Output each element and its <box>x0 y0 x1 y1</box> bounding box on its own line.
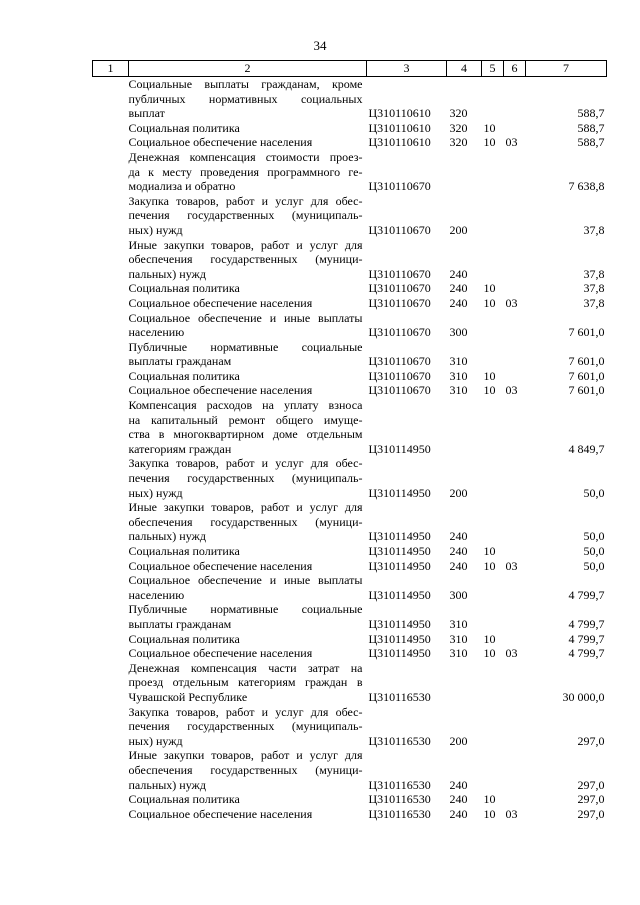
row-amount: 4 799,7 <box>568 587 605 602</box>
row-name-line: обеспечения государственных (муници- <box>128 252 363 267</box>
row-name <box>129 456 367 500</box>
row-section <box>482 311 504 340</box>
row-name-line: Публичные нормативные социальные <box>128 339 363 354</box>
row-target-code: Ц310110670 <box>368 383 431 398</box>
row-expense-type: 240 <box>449 544 468 558</box>
row-name <box>129 602 367 631</box>
row-target-code: Ц310116530 <box>368 806 431 821</box>
row-subsection <box>504 748 526 792</box>
row-expense-type <box>447 150 482 194</box>
row-target-code: Ц310110610 <box>368 120 431 135</box>
table-row <box>93 135 607 150</box>
column-header-7: 7 <box>526 61 607 77</box>
row-expense-type: 240 <box>449 806 468 821</box>
table-row <box>93 500 607 544</box>
row-subsection: 03 <box>505 558 518 573</box>
row-target-code: Ц310110670 <box>368 295 431 310</box>
row-target-code: Ц310114950 <box>368 544 431 558</box>
row-section: 10 <box>483 544 496 558</box>
row-expense-type: 240 <box>449 281 468 296</box>
row-target-code: Ц310114950 <box>368 529 431 544</box>
table-row <box>93 456 607 500</box>
row-subsection <box>504 500 526 544</box>
table-row <box>93 121 607 136</box>
row-name-line: выплаты гражданам <box>128 616 232 631</box>
column-header-2: 2 <box>129 61 367 77</box>
row-section: 10 <box>483 558 496 573</box>
row-subsection <box>504 705 526 749</box>
row-number-cell <box>93 281 129 296</box>
row-expense-type: 200 <box>449 222 468 237</box>
row-subsection <box>504 573 526 602</box>
row-number-cell <box>93 602 129 631</box>
row-subsection: 03 <box>505 383 518 398</box>
row-subsection <box>504 150 526 194</box>
row-expense-type: 320 <box>449 106 468 121</box>
row-amount: 37,8 <box>583 281 605 296</box>
row-section: 10 <box>483 135 496 150</box>
row-number-cell <box>93 340 129 369</box>
row-name-line: печения государственных (муниципаль- <box>128 208 363 223</box>
row-amount: 50,0 <box>583 544 605 558</box>
row-subsection: 03 <box>505 295 518 310</box>
row-name-line: Компенсация расходов на уплату взноса <box>128 398 363 413</box>
row-name-line: Социальное обеспечение населения <box>128 383 313 398</box>
row-expense-type: 240 <box>449 558 468 573</box>
row-name <box>129 573 367 602</box>
row-section <box>482 194 504 238</box>
row-subsection <box>504 369 526 384</box>
column-header-5: 5 <box>482 61 504 77</box>
column-header-1: 1 <box>93 61 129 77</box>
row-name <box>129 632 367 647</box>
table-row <box>93 792 607 807</box>
row-expense-type: 320 <box>449 120 468 135</box>
table-row <box>93 807 607 822</box>
table-row <box>93 77 607 121</box>
table-row <box>93 602 607 631</box>
row-name-line: Закупка товаров, работ и услуг для обес- <box>128 193 363 208</box>
row-amount: 50,0 <box>583 529 605 544</box>
row-target-code: Ц310114950 <box>368 441 431 456</box>
row-name <box>129 281 367 296</box>
row-section <box>482 705 504 749</box>
table-row <box>93 311 607 340</box>
row-expense-type: 310 <box>449 631 468 646</box>
row-amount: 4 799,7 <box>568 616 605 631</box>
row-section: 10 <box>483 383 496 398</box>
row-section <box>482 77 504 121</box>
row-name <box>129 77 367 121</box>
row-amount: 50,0 <box>583 558 605 573</box>
row-name-line: модиализа и обратно <box>128 179 236 194</box>
table-row <box>93 150 607 194</box>
table-body <box>93 77 607 822</box>
row-number-cell <box>93 238 129 282</box>
row-name-line: Социальная политика <box>128 368 240 383</box>
row-name <box>129 311 367 340</box>
row-name <box>129 150 367 194</box>
row-expense-type: 310 <box>449 646 468 661</box>
row-section <box>482 398 504 456</box>
row-number-cell <box>93 646 129 661</box>
row-number-cell <box>93 194 129 238</box>
table-row <box>93 296 607 311</box>
row-name <box>129 544 367 559</box>
row-section <box>482 661 504 705</box>
row-amount: 4 849,7 <box>568 441 605 456</box>
table-row <box>93 369 607 384</box>
row-subsection <box>504 121 526 136</box>
row-expense-type: 320 <box>449 135 468 150</box>
row-amount: 4 799,7 <box>568 631 605 646</box>
row-target-code: Ц310110670 <box>368 325 431 340</box>
row-number-cell <box>93 77 129 121</box>
row-expense-type <box>447 398 482 456</box>
row-number-cell <box>93 150 129 194</box>
table-row <box>93 544 607 559</box>
table-row <box>93 194 607 238</box>
row-amount: 588,7 <box>577 135 605 150</box>
row-name-line: Социальное обеспечение населения <box>128 295 313 310</box>
row-name <box>129 369 367 384</box>
row-name-line: печения государственных (муниципаль- <box>128 471 363 486</box>
row-name <box>129 646 367 661</box>
row-subsection <box>504 661 526 705</box>
row-amount: 588,7 <box>577 106 605 121</box>
row-target-code: Ц310114950 <box>368 558 431 573</box>
row-target-code: Ц310110670 <box>368 222 431 237</box>
row-name-line: Социальное обеспечение населения <box>128 558 313 573</box>
row-subsection <box>504 398 526 456</box>
row-name-line: Социальное обеспечение и иные выплаты <box>128 573 363 588</box>
row-number-cell <box>93 792 129 807</box>
table-row <box>93 632 607 647</box>
row-target-code: Ц310110670 <box>368 281 431 296</box>
row-section: 10 <box>483 120 496 135</box>
row-name <box>129 500 367 544</box>
row-target-code: Ц310110610 <box>368 106 431 121</box>
row-name-line: ства в многоквартирном доме отдельным <box>128 427 363 442</box>
table-row <box>93 573 607 602</box>
row-target-code: Ц310114950 <box>368 631 431 646</box>
row-expense-type: 310 <box>449 383 468 398</box>
table-row <box>93 383 607 398</box>
row-name-line: Иные закупки товаров, работ и услуг для <box>128 500 363 515</box>
row-section: 10 <box>483 631 496 646</box>
row-number-cell <box>93 573 129 602</box>
row-name-line: Чувашской Республике <box>128 689 248 704</box>
row-expense-type <box>447 661 482 705</box>
row-amount: 297,0 <box>577 792 605 807</box>
row-name-line: Социальная политика <box>128 792 240 807</box>
column-header-6: 6 <box>504 61 526 77</box>
row-section <box>482 500 504 544</box>
row-section: 10 <box>483 646 496 661</box>
row-expense-type: 300 <box>449 325 468 340</box>
row-target-code: Ц310114950 <box>368 485 431 500</box>
row-subsection <box>504 77 526 121</box>
row-name-line: населению <box>128 587 185 602</box>
table-row <box>93 646 607 661</box>
row-subsection <box>504 194 526 238</box>
row-subsection <box>504 340 526 369</box>
row-amount: 37,8 <box>583 295 605 310</box>
row-name-line: обеспечения государственных (муници- <box>128 762 363 777</box>
row-number-cell <box>93 500 129 544</box>
row-target-code: Ц310114950 <box>368 587 431 602</box>
row-expense-type: 310 <box>449 354 468 369</box>
row-name-line: ных) нужд <box>128 733 183 748</box>
row-name-line: Публичные нормативные социальные <box>128 602 363 617</box>
row-section: 10 <box>483 368 496 383</box>
row-name <box>129 121 367 136</box>
row-name-line: Социальное обеспечение и иные выплаты <box>128 310 363 325</box>
row-number-cell <box>93 661 129 705</box>
row-expense-type: 200 <box>449 485 468 500</box>
row-name <box>129 238 367 282</box>
row-number-cell <box>93 632 129 647</box>
page-number: 34 <box>313 38 327 53</box>
row-subsection: 03 <box>505 135 518 150</box>
row-name-line: категориям граждан <box>128 441 232 456</box>
row-name <box>129 807 367 822</box>
row-number-cell <box>93 311 129 340</box>
row-subsection <box>504 281 526 296</box>
row-name-line: ных) нужд <box>128 485 183 500</box>
row-name-line: ных) нужд <box>128 222 183 237</box>
row-section <box>482 150 504 194</box>
row-name-line: да к месту проведения программного ге- <box>128 164 363 179</box>
row-target-code: Ц310110670 <box>368 266 431 281</box>
column-header-3: 3 <box>367 61 447 77</box>
row-section <box>482 340 504 369</box>
row-name <box>129 792 367 807</box>
row-name <box>129 296 367 311</box>
row-name-line: пальных) нужд <box>128 777 206 792</box>
table-row <box>93 398 607 456</box>
row-section <box>482 573 504 602</box>
row-number-cell <box>93 383 129 398</box>
table-row <box>93 340 607 369</box>
row-number-cell <box>93 398 129 456</box>
row-target-code: Ц310114950 <box>368 646 431 661</box>
row-amount: 7 638,8 <box>568 179 605 194</box>
row-subsection <box>504 632 526 647</box>
row-name-line: Закупка товаров, работ и услуг для обес- <box>128 704 363 719</box>
table-row <box>93 661 607 705</box>
row-amount: 7 601,0 <box>568 368 605 383</box>
row-name <box>129 661 367 705</box>
row-name-line: Закупка товаров, работ и услуг для обес- <box>128 456 363 471</box>
row-expense-type: 240 <box>449 266 468 281</box>
row-name-line: Денежная компенсация стоимости проез- <box>128 149 363 164</box>
table-header-row <box>93 61 607 77</box>
row-target-code: Ц310110670 <box>368 368 431 383</box>
row-subsection <box>504 544 526 559</box>
row-name-line: Социальные выплаты гражданам, кроме <box>128 77 363 91</box>
row-amount: 30 000,0 <box>562 689 605 704</box>
row-target-code: Ц310116530 <box>368 777 431 792</box>
row-subsection: 03 <box>505 806 518 821</box>
row-subsection <box>504 238 526 282</box>
row-section: 10 <box>483 806 496 821</box>
row-amount: 50,0 <box>583 485 605 500</box>
row-section: 10 <box>483 295 496 310</box>
row-name-line: проезд отдельным категориям граждан в <box>128 675 363 690</box>
row-expense-type: 300 <box>449 587 468 602</box>
row-name-line: населению <box>128 325 185 340</box>
row-name-line: публичных нормативных социальных <box>128 91 363 106</box>
row-name-line: Денежная компенсация части затрат на <box>128 660 363 675</box>
row-name <box>129 383 367 398</box>
row-number-cell <box>93 748 129 792</box>
row-name <box>129 194 367 238</box>
row-target-code: Ц310110610 <box>368 135 431 150</box>
row-name-line: пальных) нужд <box>128 266 206 281</box>
row-name-line: выплат <box>128 106 165 121</box>
row-number-cell <box>93 121 129 136</box>
row-name <box>129 705 367 749</box>
column-header-4: 4 <box>447 61 482 77</box>
row-name <box>129 559 367 574</box>
table-row <box>93 748 607 792</box>
row-target-code: Ц310114950 <box>368 616 431 631</box>
table-row <box>93 705 607 749</box>
row-expense-type: 240 <box>449 777 468 792</box>
row-expense-type: 240 <box>449 529 468 544</box>
row-expense-type: 240 <box>449 295 468 310</box>
row-name <box>129 748 367 792</box>
row-number-cell <box>93 296 129 311</box>
row-target-code: Ц310116530 <box>368 733 431 748</box>
row-name-line: Социальная политика <box>128 281 240 296</box>
row-amount: 37,8 <box>583 266 605 281</box>
row-target-code: Ц310110670 <box>368 179 431 194</box>
row-number-cell <box>93 807 129 822</box>
row-name-line: выплаты гражданам <box>128 354 232 369</box>
row-subsection <box>504 792 526 807</box>
row-amount: 7 601,0 <box>568 325 605 340</box>
row-name-line: пальных) нужд <box>128 529 206 544</box>
row-number-cell <box>93 705 129 749</box>
row-subsection <box>504 456 526 500</box>
row-name-line: печения государственных (муниципаль- <box>128 719 363 734</box>
row-name-line: Социальная политика <box>128 544 240 558</box>
row-section: 10 <box>483 281 496 296</box>
row-amount: 4 799,7 <box>568 646 605 661</box>
row-number-cell <box>93 559 129 574</box>
table-row <box>93 559 607 574</box>
row-subsection: 03 <box>505 646 518 661</box>
row-name-line: Социальное обеспечение населения <box>128 646 313 661</box>
row-name-line: обеспечения государственных (муници- <box>128 514 363 529</box>
row-name <box>129 135 367 150</box>
row-number-cell <box>93 544 129 559</box>
row-amount: 7 601,0 <box>568 354 605 369</box>
row-name-line: Социальная политика <box>128 631 240 646</box>
row-target-code: Ц310110670 <box>368 354 431 369</box>
row-amount: 588,7 <box>577 120 605 135</box>
row-section <box>482 748 504 792</box>
row-section <box>482 602 504 631</box>
row-amount: 297,0 <box>577 733 605 748</box>
row-name-line: Социальная политика <box>128 120 240 135</box>
row-name-line: Иные закупки товаров, работ и услуг для <box>128 237 363 252</box>
row-amount: 297,0 <box>577 806 605 821</box>
row-amount: 297,0 <box>577 777 605 792</box>
row-section <box>482 238 504 282</box>
row-amount: 7 601,0 <box>568 383 605 398</box>
row-amount: 37,8 <box>583 222 605 237</box>
row-subsection <box>504 602 526 631</box>
row-number-cell <box>93 369 129 384</box>
row-name-line: Иные закупки товаров, работ и услуг для <box>128 748 363 763</box>
table-row <box>93 238 607 282</box>
row-expense-type: 310 <box>449 616 468 631</box>
row-target-code: Ц310116530 <box>368 792 431 807</box>
row-name-line: на капитальный ремонт общего имуще- <box>128 412 363 427</box>
row-name-line: Социальное обеспечение населения <box>128 135 313 150</box>
row-expense-type: 240 <box>449 792 468 807</box>
row-expense-type: 200 <box>449 733 468 748</box>
row-number-cell <box>93 135 129 150</box>
row-section <box>482 456 504 500</box>
row-name-line: Социальное обеспечение населения <box>128 806 313 821</box>
row-name <box>129 398 367 456</box>
row-subsection <box>504 311 526 340</box>
row-expense-type: 310 <box>449 368 468 383</box>
row-name <box>129 340 367 369</box>
budget-table <box>92 60 607 821</box>
row-section: 10 <box>483 792 496 807</box>
row-target-code: Ц310116530 <box>368 689 431 704</box>
table-row <box>93 281 607 296</box>
row-number-cell <box>93 456 129 500</box>
